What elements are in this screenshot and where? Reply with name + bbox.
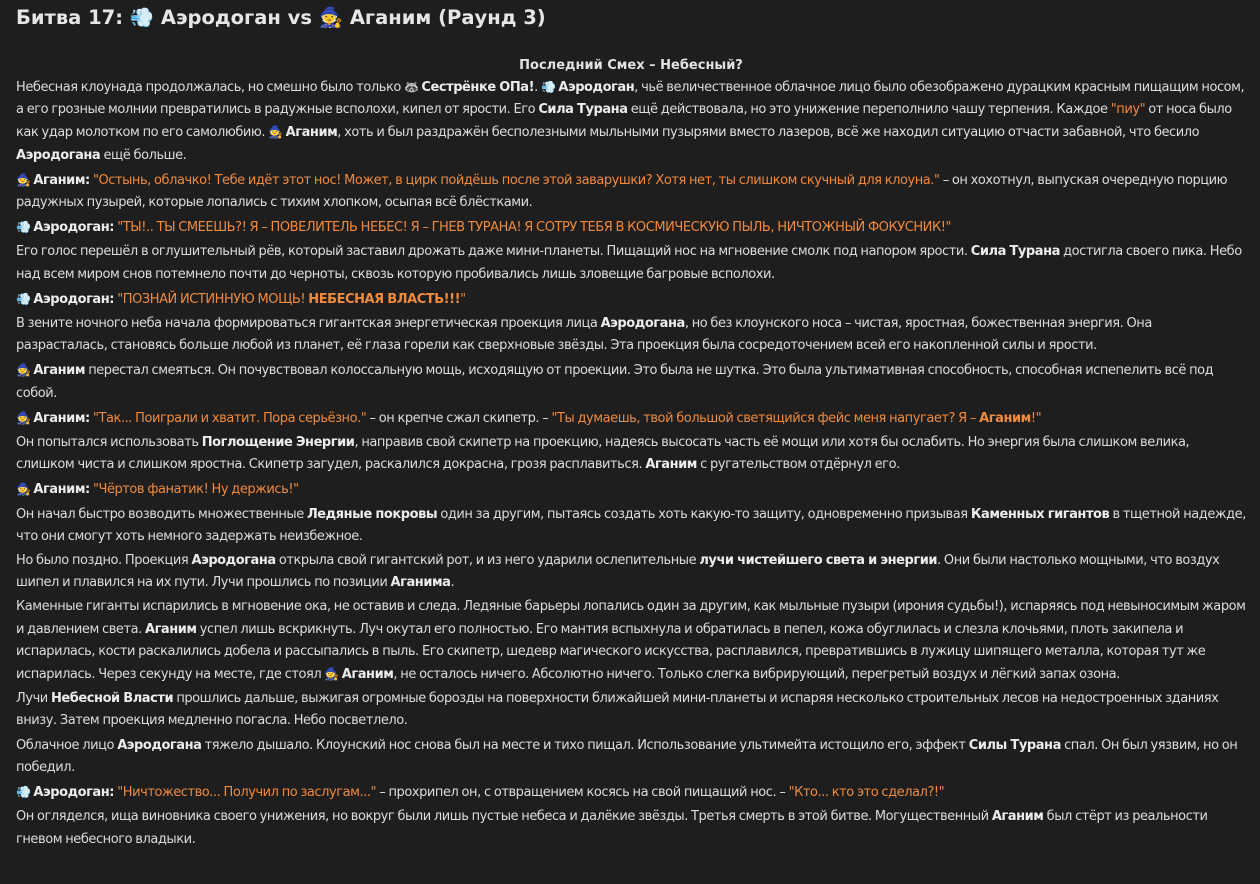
- text-segment: , но без клоунского носа – чистая, яростная, божественная энергия. Она разрасталась, становясь больше любой из планет, её глаза горели как сверхновые звёзды. Эта проекция была сосредоточением всей его накопленной силы и ярости.: [16, 316, 1152, 354]
- story-content: [16, 76, 1246, 851]
- story-paragraph: [16, 596, 1246, 686]
- bold-name: Силы Турана: [968, 737, 1061, 753]
- story-paragraph: [16, 735, 1246, 779]
- story-paragraph: [16, 478, 1246, 501]
- bold-name: лучи чистейшего света и энергии: [699, 553, 938, 569]
- story-paragraph: [16, 313, 1246, 357]
- bold-name: Сила Турана: [538, 102, 628, 118]
- bold-name: Аганим:: [33, 172, 90, 188]
- text-segment: . Они были настолько мощными, что воздух шипел и плавился на их пути. Лучи прошлись по позиции: [16, 553, 1220, 591]
- character-emoji-icon: 💨: [16, 291, 34, 306]
- text-segment: прошлись дальше, выжигая огромные борозды на поверхности ближайшей мини-планеты и испаряя несколько строительных лесов на недостроенных зданиях внизу. Затем проекция медленно погасла. Небо посветлело.: [16, 691, 1219, 729]
- text-segment: .: [450, 575, 455, 591]
- character-emoji-icon: 🧙: [16, 363, 34, 378]
- text-segment: от носа было как удар молотком по его самолюбию.: [16, 102, 1232, 141]
- text-segment: был стёрт из реальности гневом небесного владыки.: [16, 809, 1208, 847]
- text-segment: перестал смеяться. Он почувствовал колоссальную мощь, исходящую от проекции. Это была не шутка. Это была ультимативная способность, способная испепелить всё под собой.: [16, 363, 1214, 401]
- bold-name: Небесной Власти: [50, 691, 174, 707]
- dialogue-quote: "Остынь, облачко! Тебе идёт этот нос! Может, в цирк пойдёшь после этой заварушки? Хотя нет, ты слишком скучный для клоуна.": [92, 172, 940, 188]
- text-segment: – он хохотнул, выпуская очередную порцию радужных пузырей, которые лопались с тихим хлопком, осыпая всё блёстками.: [16, 172, 1228, 211]
- dialogue-quote: "Так... Поиграли и хватит. Пора серьёзно.": [92, 410, 367, 426]
- text-segment: один за другим, пытаясь создать хоть какую-то защиту, одновременно призывая: [437, 506, 971, 522]
- character-emoji-icon: 💨: [16, 220, 34, 235]
- dialogue-quote: ": [460, 291, 466, 307]
- character-emoji-icon: 🧙: [268, 125, 286, 140]
- text-segment: , направив свой скипетр на проекцию, надеясь высосать часть её мощи или хотя бы ослабить. Но энергия была слишком велика, слишком чиста и слишком яростна. Скипетр загудел, раскалился докрасна, грозя расплавиться.: [16, 435, 1190, 473]
- bold-name: Сила Турана: [970, 244, 1060, 260]
- character-emoji-icon: 💨: [540, 80, 559, 94]
- bold-name: Аэродоган:: [33, 220, 115, 236]
- bold-name: Аганим: [341, 667, 394, 683]
- story-paragraph: [16, 781, 1246, 804]
- text-segment: Его голос перешёл в оглушительный рёв, который заставил дрожать даже мини-планеты. Пищащий нос на мгновение смолк под напором ярости.: [16, 244, 971, 260]
- bold-name: Аганим: [991, 809, 1044, 825]
- bold-name: Каменных гигантов: [970, 506, 1110, 522]
- text-segment: , не осталось ничего. Абсолютно ничего. Только слегка вибрирующий, перегретый воздух и лёгкий запах озона.: [393, 667, 1120, 683]
- character-emoji-icon: 💨: [16, 785, 34, 800]
- text-segment: , чьё величественное облачное лицо было обезображено дурацким красным пищащим носом, а его грозные молнии превратились в радужные всполохи, кипел от ярости. Его: [16, 80, 1245, 118]
- story-paragraph: [16, 241, 1246, 285]
- text-segment: ещё больше.: [100, 147, 187, 163]
- text-segment: – он крепче сжал скипетр. –: [366, 410, 552, 426]
- bold-name: Аганим: [285, 125, 338, 141]
- text-segment: Небесная клоунада продолжалась, но смешно было только: [16, 80, 405, 95]
- bold-name: Аэродогана: [191, 553, 276, 569]
- bold-name: Аганим:: [33, 482, 90, 498]
- bold-name: Аганим: [33, 363, 86, 379]
- story-paragraph: [16, 407, 1246, 430]
- character-emoji-icon: 🦝: [404, 80, 422, 94]
- bold-name: Аэродогана: [117, 737, 202, 753]
- dialogue-quote: "Ты думаешь, твой большой светящийся фейс меня напугает? Я –: [551, 410, 980, 426]
- dialogue-quote: "Ничтожество... Получил по заслугам...": [117, 785, 377, 801]
- bold-name: Аэродоган:: [33, 291, 115, 307]
- text-segment: тяжело дышало. Клоунский нос снова был на месте и тихо пищал. Использование ультимейта истощило его, эффект: [201, 737, 969, 753]
- dialogue-quote: НЕБЕСНАЯ ВЛАСТЬ!!!: [308, 291, 461, 307]
- dialogue-quote: "Кто... кто это сделал?!": [788, 785, 945, 801]
- story-paragraph: [16, 359, 1246, 404]
- character-emoji-icon: 🧙: [16, 172, 34, 187]
- story-paragraph: [16, 76, 1246, 167]
- text-segment: ещё действовала, но это унижение переполнило чашу терпения. Каждое: [627, 102, 1111, 118]
- bold-name: Аэродогана: [600, 316, 685, 332]
- text-segment: открыла свой гигантский рот, и из него ударили ослепительные: [275, 553, 700, 569]
- story-paragraph: [16, 169, 1246, 214]
- story-paragraph: [16, 688, 1246, 732]
- text-segment: , хоть и был раздражён бесполезными мыльными пузырями вместо лазеров, всё же находил ситуацию отчасти забавной, что бесило: [337, 125, 1200, 141]
- character-emoji-icon: 🧙: [324, 667, 342, 682]
- story-paragraph: [16, 550, 1246, 594]
- story-paragraph: [16, 216, 1246, 239]
- text-segment: Каменные гиганты испарились в мгновение ока, не оставив и следа. Ледяные барьеры лопались один за другим, как мыльные пузыри (ирония судьбы!), испаряясь под невыносимым жаром и давлением света.: [16, 599, 1246, 637]
- bold-name: Аганима: [390, 575, 451, 591]
- text-segment: .: [534, 80, 541, 95]
- story-paragraph: [16, 432, 1246, 476]
- character-emoji-icon: 🧙: [16, 410, 34, 425]
- dialogue-quote: "ПОЗНАЙ ИСТИННУЮ МОЩЬ!: [117, 291, 309, 307]
- text-segment: с ругательством отдёрнул его.: [696, 457, 900, 473]
- dialogue-quote: "Чёртов фанатик! Ну держись!": [92, 482, 299, 498]
- bold-name: Аганим: [144, 621, 197, 637]
- bold-name: Аэродоган:: [33, 785, 115, 801]
- text-segment: Но было поздно. Проекция: [16, 553, 192, 569]
- bold-name: Аэродоган: [558, 80, 635, 95]
- text-segment: спал. Он был уязвим, но он победил.: [16, 737, 1238, 775]
- text-segment: – прохрипел он, с отвращением косясь на свой пищащий нос. –: [376, 785, 789, 801]
- text-segment: в тщетной надежде, что они смогут хоть немного задержать неизбежное.: [16, 506, 1246, 544]
- bold-name: Аэродогана: [16, 147, 101, 163]
- story-paragraph: [16, 806, 1246, 850]
- dialogue-quote: "ТЫ!.. ТЫ СМЕЕШЬ?! Я – ПОВЕЛИТЕЛЬ НЕБЕС! Я – ГНЕВ ТУРАНА! Я СОТРУ ТЕБЯ В КОСМИЧЕСКУЮ ПЫЛЬ, НИЧТОЖНЫЙ ФОКУСНИК!": [117, 220, 952, 236]
- bold-name: Сестрёнке ОПа!: [421, 80, 535, 95]
- text-segment: Лучи: [16, 691, 51, 707]
- text-segment: Он попытался использовать: [16, 435, 202, 451]
- dialogue-quote: !": [1030, 410, 1042, 426]
- bold-name: Аганим: [645, 457, 697, 473]
- story-paragraph: [16, 288, 1246, 311]
- bold-name: Ледяные покровы: [306, 506, 438, 522]
- text-segment: Облачное лицо: [16, 737, 118, 753]
- text-segment: Он начал быстро возводить множественные: [16, 506, 307, 522]
- battle-title: Битва 17: 💨 Аэродоган vs 🧙 Аганим (Раунд 3): [16, 6, 546, 29]
- story-paragraph: [16, 504, 1246, 548]
- bold-name: Аганим:: [33, 410, 90, 426]
- dialogue-quote: "пиу": [1110, 102, 1146, 118]
- text-segment: Он огляделся, ища виновника своего унижения, но вокруг были лишь пустые небеса и далёкие звёзды. Третья смерть в этой битве. Могущественный: [16, 809, 992, 825]
- text-segment: достигла своего пика. Небо над всем миром снов потемнело почти до черноты, сквозь которую пробивались лишь зловещие багровые всполохи.: [16, 244, 1242, 282]
- text-segment: успел лишь вскрикнуть. Луч окутал его полностью. Его мантия вспыхнула и обратилась в пепел, кожа обуглилась и слезла клочьями, плоть закипела и испарилась, кости раскалились добела и рассыпались в пыль. Его скипетр, шедевр магического искусства, расплавился, превратившись в лужицу шипящего металла, которая тут же испарилась. Через секунду на месте, где стоял: [16, 621, 1206, 683]
- character-emoji-icon: 🧙: [16, 482, 34, 497]
- text-segment: В зените ночного неба начала формироваться гигантская энергетическая проекция лица: [16, 316, 601, 332]
- chapter-subtitle: Последний Смех – Небесный?: [519, 58, 743, 73]
- dialogue-quote: Аганим: [979, 410, 1031, 426]
- bold-name: Поглощение Энергии: [201, 435, 355, 451]
